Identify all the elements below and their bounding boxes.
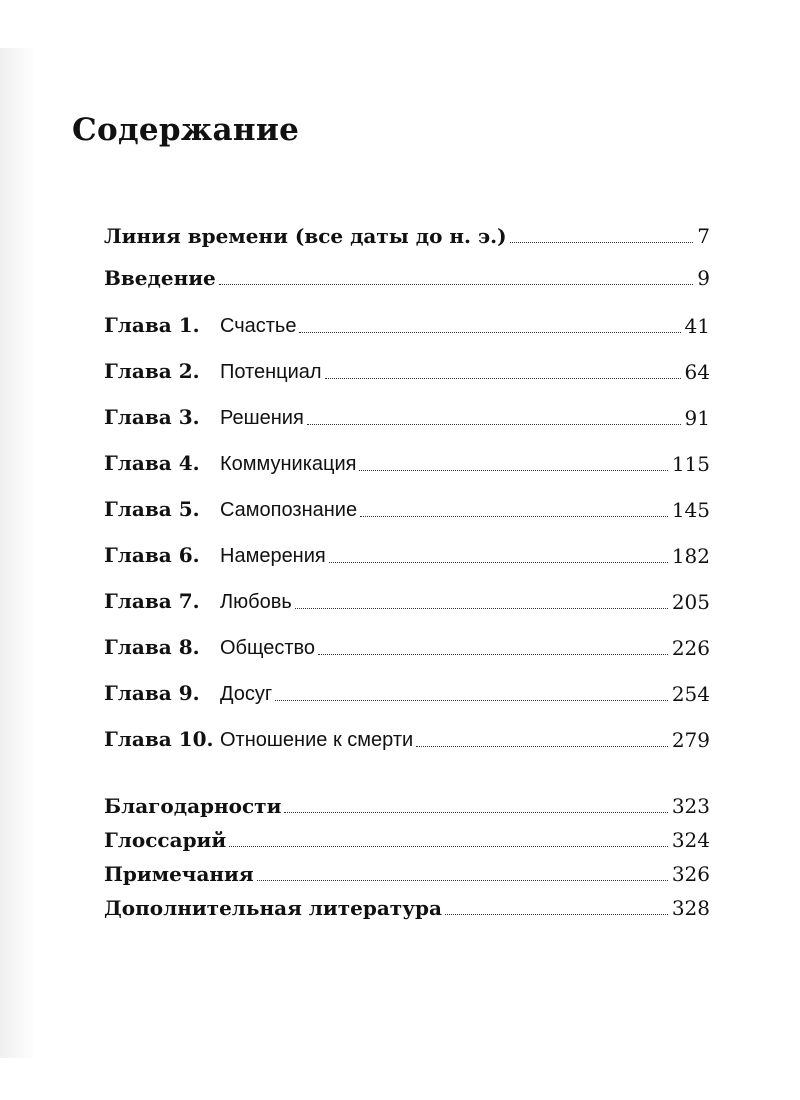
dot-leader (257, 879, 668, 881)
dot-leader (219, 283, 693, 285)
dot-leader (275, 699, 668, 701)
chapter-title: Потенциал (220, 361, 322, 383)
toc-entry-label: Линия времени (все даты до н. э.) (104, 224, 507, 248)
toc-page-number: 326 (671, 862, 710, 886)
toc-entry-label: Дополнительная литература (104, 896, 442, 920)
chapter-title: Коммуникация (220, 453, 357, 475)
dot-leader (284, 811, 667, 813)
dot-leader (329, 561, 668, 563)
toc-page-number: 328 (671, 896, 710, 920)
chapter-title: Отношение к смерти (220, 729, 414, 751)
chapter-number: Глава 10. (104, 727, 214, 751)
page-title: Содержание (72, 112, 300, 148)
toc-page-number: 7 (697, 224, 710, 248)
toc-page-number: 145 (671, 498, 710, 522)
dot-leader (360, 515, 668, 517)
dot-leader (510, 241, 694, 243)
chapter-title: Любовь (220, 591, 292, 613)
dot-leader (295, 607, 668, 609)
toc-entry-label: Глоссарий (104, 828, 227, 852)
chapter-title: Досуг (220, 683, 273, 705)
chapter-title: Решения (220, 407, 304, 429)
chapter-number: Глава 2. (104, 359, 200, 383)
dot-leader (307, 423, 681, 425)
toc-page-number: 41 (684, 314, 710, 338)
toc-chapter-2 (104, 350, 710, 384)
toc-page-number: 182 (671, 544, 710, 568)
chapter-title: Общество (220, 637, 316, 659)
chapter-number: Глава 7. (104, 589, 200, 613)
dot-leader (325, 377, 681, 379)
toc-page-number: 64 (684, 360, 710, 384)
dot-leader (359, 469, 667, 471)
toc-chapter-3 (104, 396, 710, 430)
chapter-number: Глава 1. (104, 313, 200, 337)
toc-page-number: 254 (671, 682, 710, 706)
toc-entry-label: Примечания (104, 862, 254, 886)
dot-leader (229, 845, 668, 847)
chapter-number: Глава 4. (104, 451, 200, 475)
toc-entry-glossary (104, 818, 710, 852)
chapter-title: Намерения (220, 545, 326, 567)
chapter-title: Счастье (220, 315, 297, 337)
toc-chapter-6 (104, 534, 710, 568)
toc-page-number: 226 (671, 636, 710, 660)
toc-entry-notes (104, 852, 710, 886)
dot-leader (445, 913, 668, 915)
dot-leader (318, 653, 668, 655)
chapter-number: Глава 3. (104, 405, 200, 429)
toc-chapter-7 (104, 580, 710, 614)
toc-entry-introduction (104, 256, 710, 290)
chapter-number: Глава 5. (104, 497, 200, 521)
dot-leader (416, 745, 668, 747)
toc-entry-further-reading (104, 886, 710, 920)
toc-page-number: 205 (671, 590, 710, 614)
toc-page-number: 9 (697, 266, 710, 290)
toc-page-number: 91 (684, 406, 710, 430)
toc-chapter-9 (104, 672, 710, 706)
toc-page-number: 279 (671, 728, 710, 752)
dot-leader (299, 331, 680, 333)
toc-chapter-4 (104, 442, 710, 476)
toc-page-number: 323 (671, 794, 710, 818)
toc-chapter-5 (104, 488, 710, 522)
chapter-number: Глава 6. (104, 543, 200, 567)
toc-entry-label: Введение (104, 266, 216, 290)
toc-entry-label: Благодарности (104, 794, 282, 818)
toc-chapter-10 (104, 718, 710, 752)
toc-page-number: 324 (671, 828, 710, 852)
toc-page-number: 115 (671, 452, 710, 476)
chapter-title: Самопознание (220, 499, 358, 521)
toc-entry-timeline (104, 214, 710, 248)
toc-entry-acknowledgements (104, 784, 710, 818)
chapter-number: Глава 8. (104, 635, 200, 659)
toc-chapter-8 (104, 626, 710, 660)
toc-chapter-1 (104, 304, 710, 338)
chapter-number: Глава 9. (104, 681, 200, 705)
